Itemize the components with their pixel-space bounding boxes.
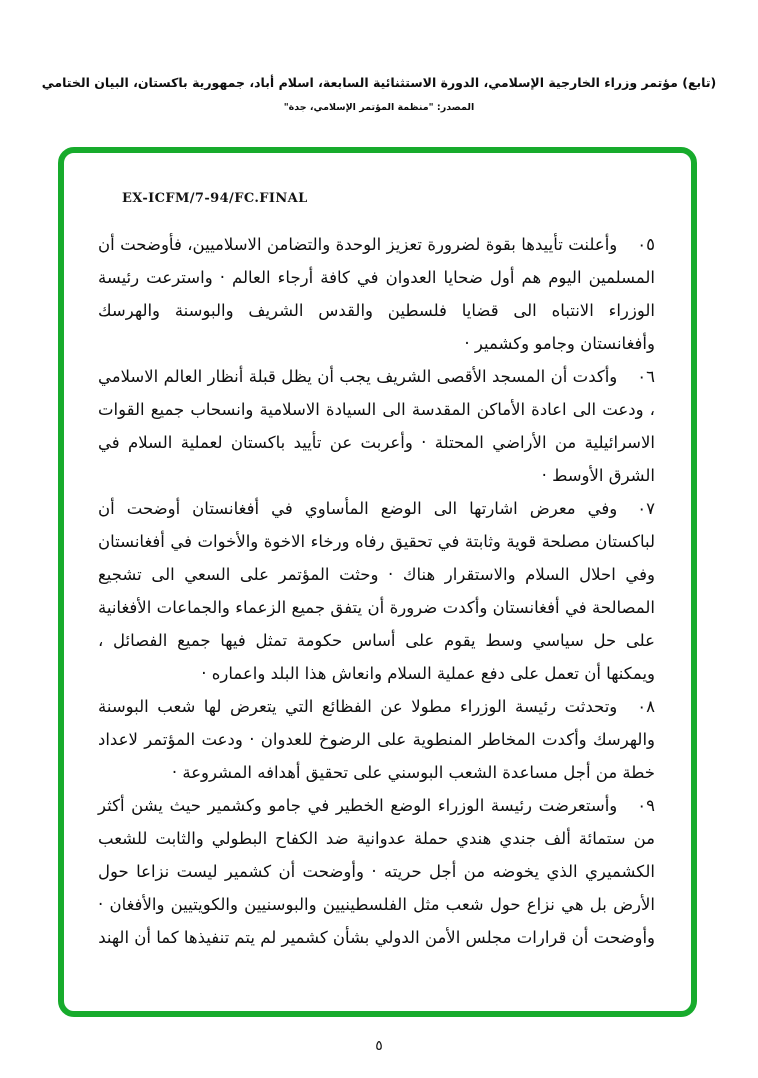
page-number: ٥ <box>375 1038 383 1054</box>
paragraph-07 <box>98 492 655 690</box>
paragraph-06 <box>98 360 655 492</box>
paragraph-09 <box>98 789 655 954</box>
paragraph-text: وأستعرضت رئيسة الوزراء الوضع الخطير في جامو وكشمير حيث يشن أكثر من ستمائة ألف جندي هندي حملة عدوانية ضد الكفاح البطولي والثابت للشعب الكشميري الذي يخوضه من أجل حريته · وأوضحت أن كشمير ليست نزاعا حول الأرض بل هي نزاع حول شعب مثل الفلسطينيين والبوسنيين والكويتيين والأفغان · وأوضحت أن قرارات مجلس الأمن الدولي بشأن كشمير لم يتم تنفيذها كما أن الهند <box>98 796 655 947</box>
document-header <box>30 74 728 113</box>
document-reference: EX-ICFM/7-94/FC.FINAL <box>122 191 308 206</box>
paragraph-text: وأكدت أن المسجد الأقصى الشريف يجب أن يظل قبلة أنظار العالم الاسلامي ، ودعت الى اعادة الأماكن المقدسة الى السيادة الاسلامية وانسحاب جميع القوات الاسرائيلية من الأراضي المحتلة · وأعربت عن تأييد باكستان لعملية السلام في الشرق الأوسط · <box>98 367 655 485</box>
document-frame <box>58 147 697 1017</box>
paragraph-text: وفي معرض اشارتها الى الوضع المأساوي في أفغانستان أوضحت أن لباكستان مصلحة قوية وثابتة في تحقيق رفاه ورخاء الاخوة والأخوات في أفغانستان وفي احلال السلام والاستقرار هناك · وحثت المؤتمر على السعي الى تشجيع المصالحة في أفغانستان وأكدت ضرورة أن يتفق جميع الزعماء والجماعات الأفغانية على حل سياسي وسط يقوم على أساس حكومة تمثل فيها جميع الفصائل ، ويمكنها أن تعمل على دفع عملية السلام وانعاش هذا البلد واعماره · <box>98 499 655 683</box>
paragraph-08 <box>98 690 655 789</box>
paragraph-05 <box>98 228 655 360</box>
paragraph-number: ٠٧ <box>637 499 655 518</box>
paragraph-text: وأعلنت تأييدها بقوة لضرورة تعزيز الوحدة والتضامن الاسلاميين، فأوضحت أن المسلمين اليوم هم أول ضحايا العدوان في كافة أرجاء العالم · واسترعت رئيسة الوزراء الانتباه الى قضايا فلسطين والقدس الشريف والبوسنة والهرسك وأفغانستان وجامو وكشمير · <box>98 235 655 353</box>
paragraph-number: ٠٨ <box>637 697 655 716</box>
paragraph-text: وتحدثت رئيسة الوزراء مطولا عن الفظائع التي يتعرض لها شعب البوسنة والهرسك وأكدت المخاطر المنطوية على الرضوخ للعدوان · ودعت المؤتمر لاعداد خطة من أجل مساعدة الشعب البوسني على تحقيق أهدافه المشروعة · <box>98 697 655 782</box>
document-body <box>98 228 655 954</box>
header-title: (تابع) مؤتمر وزراء الخارجية الإسلامي، الدورة الاستثنائية السابعة، اسلام أباد، جمهورية باكستان، البيان الختامي <box>41 75 717 90</box>
paragraph-number: ٠٥ <box>637 235 655 254</box>
paragraph-number: ٠٦ <box>637 367 655 386</box>
paragraph-number: ٠٩ <box>637 796 655 815</box>
header-source: المصدر: "منظمة المؤتمر الإسلامي، جدة" <box>283 101 475 113</box>
